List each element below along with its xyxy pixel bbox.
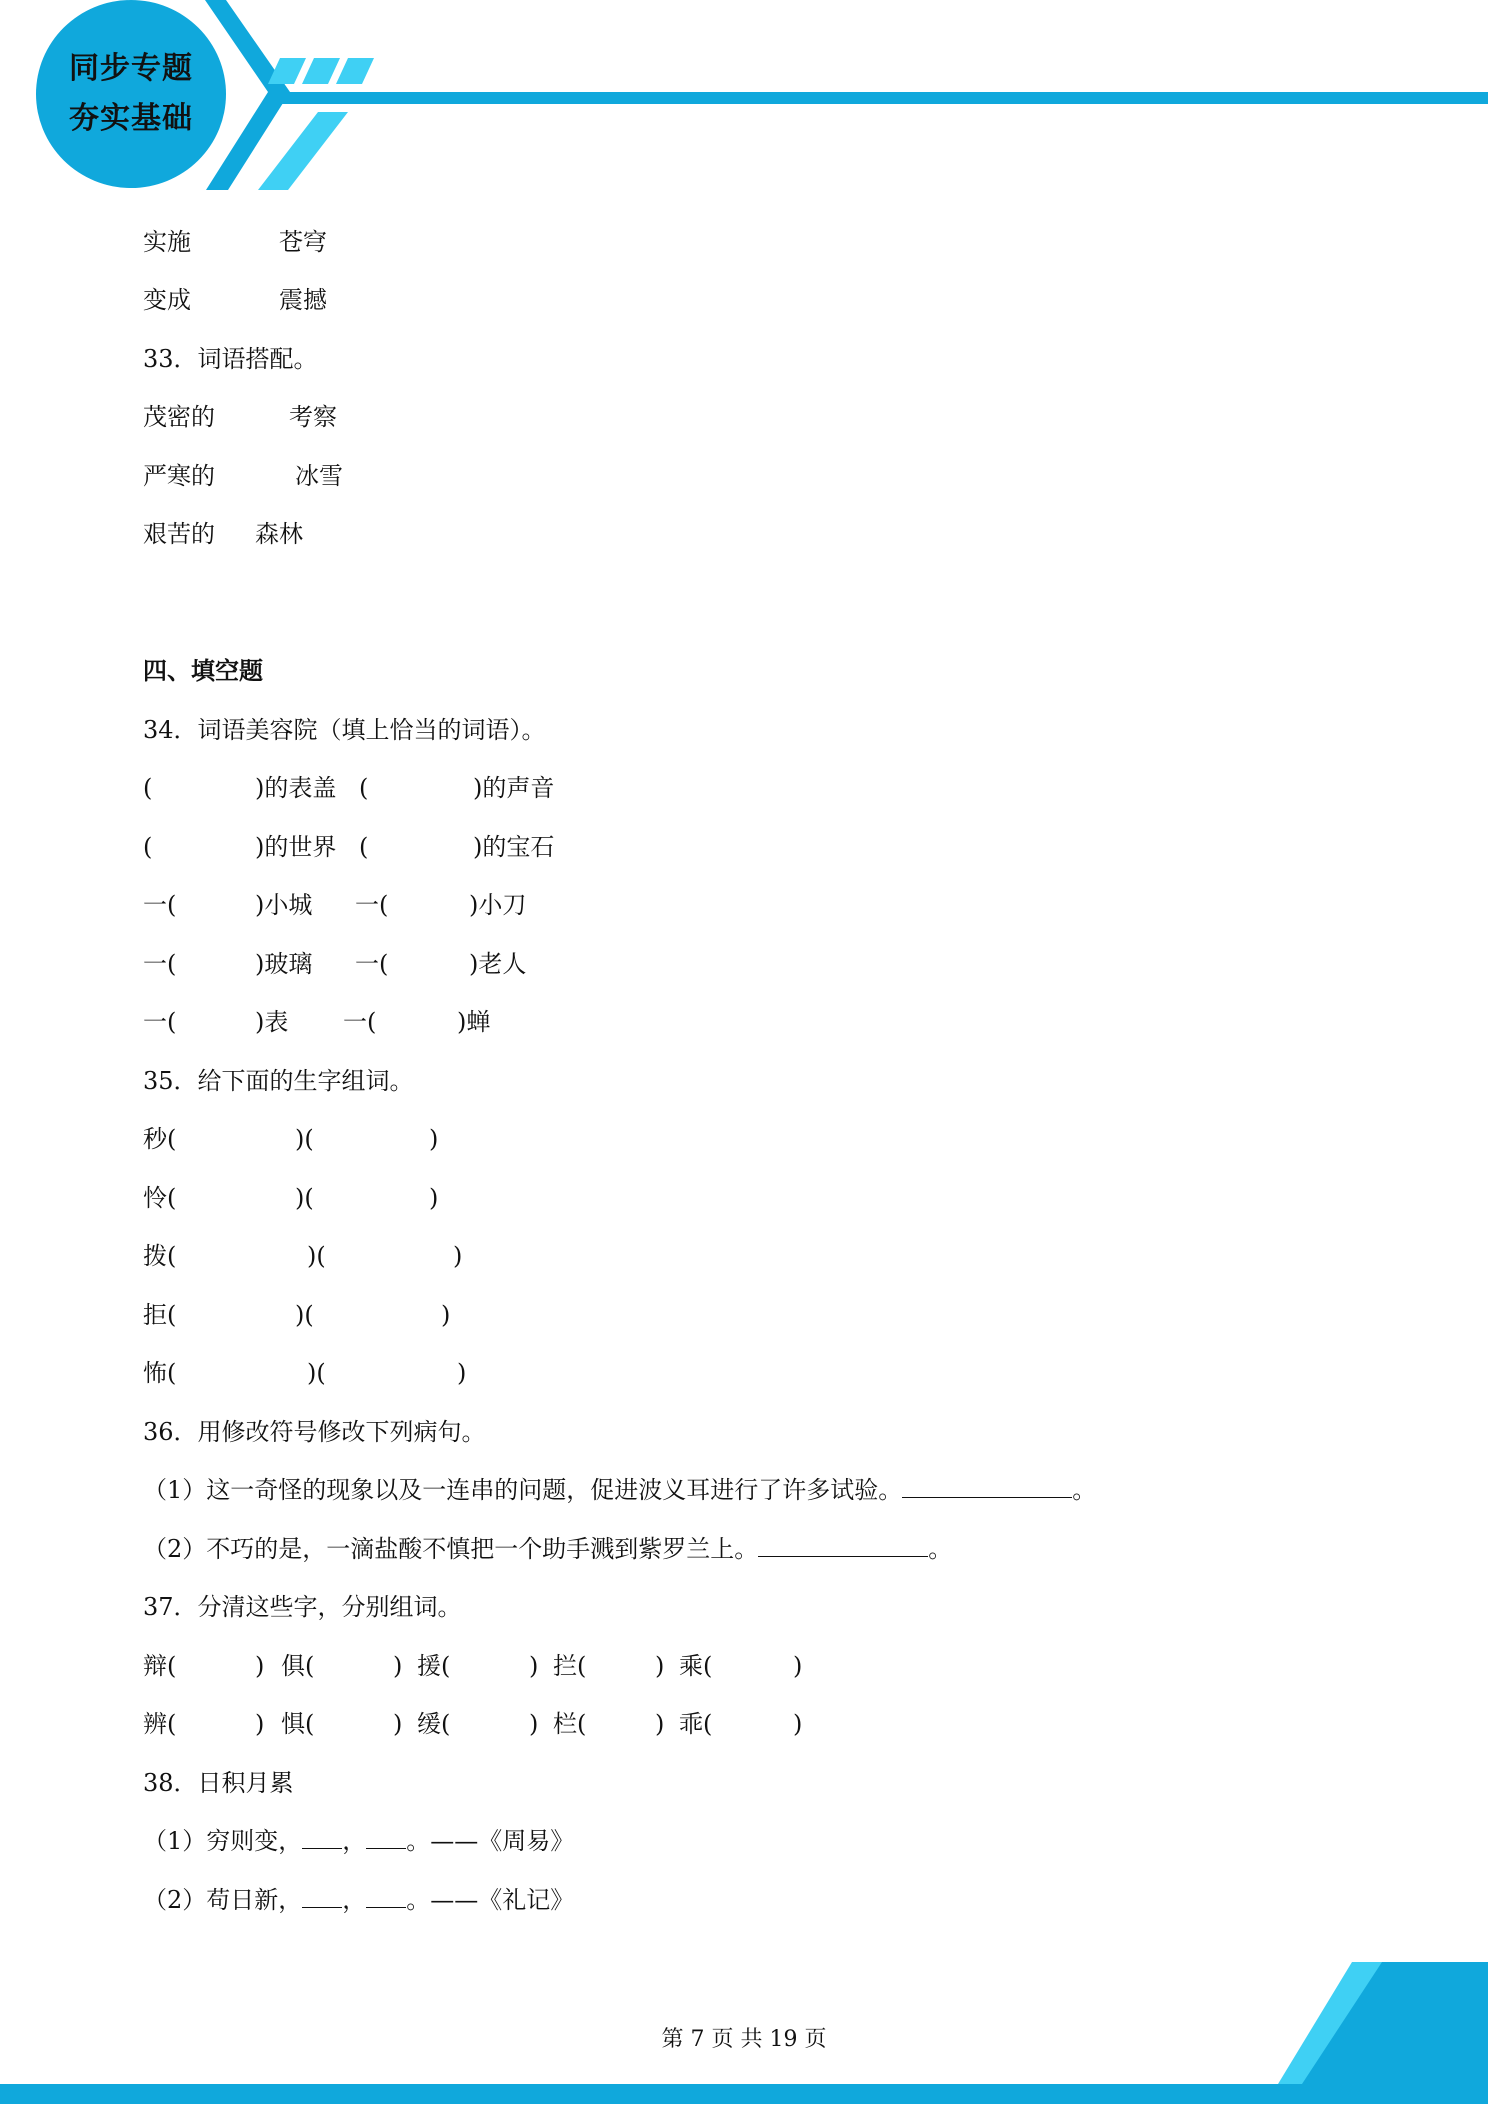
- paren-close: ): [793, 1710, 803, 1738]
- paren-close: ): [529, 1710, 539, 1738]
- header-badge: [36, 0, 226, 188]
- paren-open: (: [143, 833, 153, 861]
- paren-open: 一(: [355, 950, 389, 978]
- char-prompt: 援(: [417, 1652, 451, 1680]
- paren-open: (: [359, 833, 369, 861]
- char-prompt: 拦(: [553, 1652, 587, 1680]
- char-prompt: 辩(: [143, 1652, 177, 1680]
- char-prompt: 乘(: [679, 1652, 713, 1680]
- sentence-text: （2）不巧的是，一滴盐酸不慎把一个助手溅到紫罗兰上。: [143, 1535, 759, 1563]
- paren-close: ): [393, 1652, 403, 1680]
- char-prompt: 拨(: [143, 1242, 177, 1270]
- phrase: )的宝石: [473, 833, 555, 861]
- word-left: 茂密的: [143, 403, 215, 431]
- phrase: )小城: [255, 891, 313, 919]
- phrase: )的世界: [255, 833, 337, 861]
- answer-blank[interactable]: [902, 1471, 1072, 1498]
- quote-source: 。——《周易》: [406, 1827, 575, 1855]
- badge-line-1: 同步专题: [69, 51, 193, 86]
- char-prompt: 辨(: [143, 1710, 177, 1738]
- question-title: 35．给下面的生字组词。: [143, 1067, 414, 1095]
- paren-sep: )(: [307, 1242, 326, 1270]
- sentence-end: 。: [1072, 1476, 1097, 1504]
- paren-open: 一(: [143, 950, 177, 978]
- paren-close: ): [429, 1125, 439, 1153]
- phrase: )老人: [469, 950, 527, 978]
- paren-sep: )(: [295, 1125, 314, 1153]
- paren-close: ): [441, 1301, 451, 1329]
- question-title: 37．分清这些字，分别组词。: [143, 1593, 462, 1621]
- answer-blank[interactable]: [758, 1530, 928, 1557]
- paren-close: ): [793, 1652, 803, 1680]
- paren-close: ): [655, 1652, 665, 1680]
- paren-close: ): [655, 1710, 665, 1738]
- word-right: 苍穹: [279, 228, 327, 256]
- paren-open: 一(: [143, 1008, 177, 1036]
- word-right: 森林: [255, 520, 303, 548]
- quote-comma: ，: [342, 1827, 367, 1855]
- phrase: )表: [255, 1008, 289, 1036]
- quote-start: （1）穷则变，: [143, 1827, 303, 1855]
- answer-blank[interactable]: [302, 1881, 342, 1908]
- phrase: )蝉: [457, 1008, 491, 1036]
- paren-close: ): [453, 1242, 463, 1270]
- question-title: 36．用修改符号修改下列病句。: [143, 1418, 486, 1446]
- page-number: 第 7 页 共 19 页: [661, 2027, 827, 2052]
- paren-sep: )(: [295, 1184, 314, 1212]
- paren-close: ): [393, 1710, 403, 1738]
- char-prompt: 乖(: [679, 1710, 713, 1738]
- quote-source: 。——《礼记》: [406, 1886, 575, 1914]
- char-prompt: 拒(: [143, 1301, 177, 1329]
- char-prompt: 惧(: [281, 1710, 315, 1738]
- paren-open: (: [359, 774, 369, 802]
- paren-close: ): [529, 1652, 539, 1680]
- char-prompt: 栏(: [553, 1710, 587, 1738]
- paren-sep: )(: [307, 1359, 326, 1387]
- paren-close: ): [255, 1652, 265, 1680]
- phrase: )的表盖: [255, 774, 337, 802]
- word-right: 冰雪: [295, 462, 343, 490]
- page-header: [0, 0, 1488, 200]
- phrase: )小刀: [469, 891, 527, 919]
- word-left: 严寒的: [143, 462, 215, 490]
- answer-blank[interactable]: [366, 1822, 406, 1849]
- char-prompt: 怜(: [143, 1184, 177, 1212]
- sentence: [143, 1470, 1096, 1510]
- paren-open: 一(: [355, 891, 389, 919]
- paren-sep: )(: [295, 1301, 314, 1329]
- paren-close: ): [255, 1710, 265, 1738]
- phrase: )的声音: [473, 774, 555, 802]
- word-left: 实施: [143, 228, 191, 256]
- char-prompt: 怖(: [143, 1359, 177, 1387]
- question-title: 38．日积月累: [143, 1769, 294, 1797]
- question-title: 33．词语搭配。: [143, 345, 318, 373]
- quote-line: [143, 1880, 574, 1920]
- char-prompt: 秒(: [143, 1125, 177, 1153]
- badge-line-2: 夯实基础: [69, 101, 193, 136]
- quote-start: （2）苟日新，: [143, 1886, 303, 1914]
- sentence-text: （1）这一奇怪的现象以及一连串的问题，促进波义耳进行了许多试验。: [143, 1476, 903, 1504]
- paren-open: 一(: [143, 891, 177, 919]
- word-left: 变成: [143, 286, 191, 314]
- quote-comma: ，: [342, 1886, 367, 1914]
- question-title: 34．词语美容院（填上恰当的词语）。: [143, 716, 546, 744]
- word-right: 考察: [289, 403, 337, 431]
- paren-close: ): [429, 1184, 439, 1212]
- char-prompt: 俱(: [281, 1652, 315, 1680]
- quote-line: [143, 1821, 574, 1861]
- phrase: )玻璃: [255, 950, 313, 978]
- answer-blank[interactable]: [302, 1822, 342, 1849]
- sentence: [143, 1529, 952, 1569]
- paren-open: (: [143, 774, 153, 802]
- word-right: 震撼: [279, 286, 327, 314]
- char-prompt: 缓(: [417, 1710, 451, 1738]
- section-heading: 四、填空题: [143, 657, 263, 685]
- paren-open: 一(: [343, 1008, 377, 1036]
- sentence-end: 。: [928, 1535, 953, 1563]
- word-left: 艰苦的: [143, 520, 215, 548]
- answer-blank[interactable]: [366, 1881, 406, 1908]
- paren-close: ): [457, 1359, 467, 1387]
